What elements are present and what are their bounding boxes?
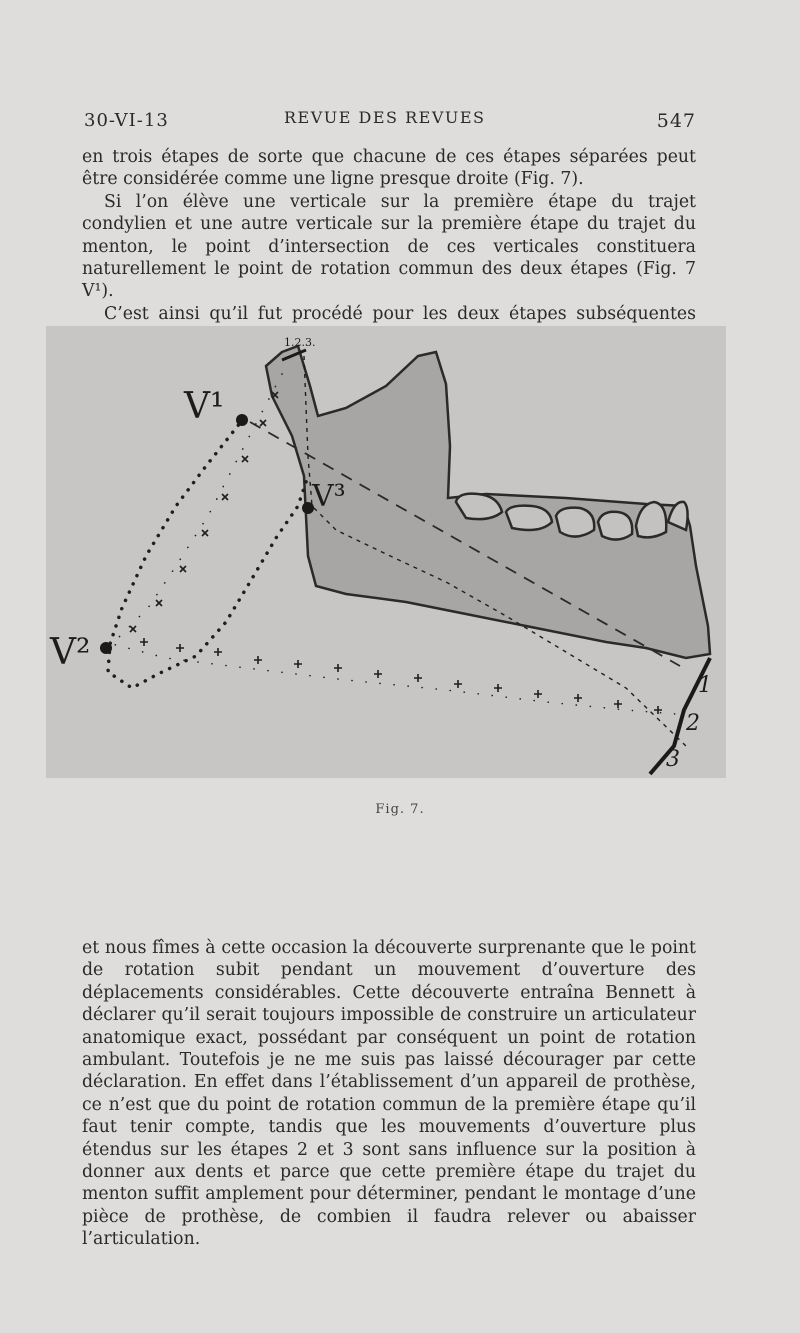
label-stage-3: 3	[666, 747, 680, 772]
label-stage-1: 1	[698, 673, 712, 698]
header-date: 30-VI-13	[84, 110, 169, 131]
page-number: 547	[656, 110, 696, 132]
figure-7-mandible-diagram	[46, 326, 726, 778]
running-header	[84, 108, 696, 136]
paragraph-continued: en trois étapes de sorte que chacune de ces étapes séparées peut être considérée comme une ligne presque droite (Fig. 7).	[82, 147, 696, 190]
v1-point	[236, 414, 248, 426]
dotted-path-v1	[108, 418, 308, 688]
paragraph-discovery: et nous fîmes à cette occasion la découverte surprenante que le point de rotation subit pendant un mouvement d’ouverture des déplacements considérables. Cette découverte entraîna Bennett à déclarer qu’il serait toujours impossible de construire un articulateur anatomique exact, possédant par conséquent un point de rotation ambulant. Toutefois je ne me suis pas laissé décourager par cette déclaration. En effet dans l’établissement d’un appareil de prothèse, ce n’est que du point de rotation commun de la première étape qu’il faut tenir compte, tandis que les mouvements d’ouverture plus étendus sur les étapes 2 et 3 sont sans influence sur la position à donner aux dents et parce que cette première étape du trajet du menton suffit amplement pour déterminer, pendant le montage d’une pièce de prothèse, de combien il faudra relever ou abaisser l’articulation.	[82, 938, 696, 1250]
label-v1: V¹	[184, 386, 225, 427]
label-v3: V³	[312, 479, 346, 514]
paragraph-subsequent: C’est ainsi qu’il fut procédé pour les deux étapes subséquentes	[104, 303, 696, 324]
figure-caption: Fig. 7.	[375, 802, 425, 817]
paragraph-verticals: Si l’on élève une verticale sur la première étape du trajet condylien et une autre verticale sur la première étape du trajet du menton, le point d’intersection de ces verticales constituera naturellement le point de rotation commun des deux étapes (Fig. 7 V¹).	[82, 191, 696, 302]
top-text-block	[82, 146, 696, 325]
header-title: REVUE DES REVUES	[284, 108, 486, 127]
label-stage-2: 2	[686, 711, 700, 736]
v2-point	[100, 642, 112, 654]
label-v2: V²	[50, 632, 91, 673]
label-stages-top: 1.2.3.	[284, 336, 316, 349]
diagram-svg	[46, 326, 726, 778]
